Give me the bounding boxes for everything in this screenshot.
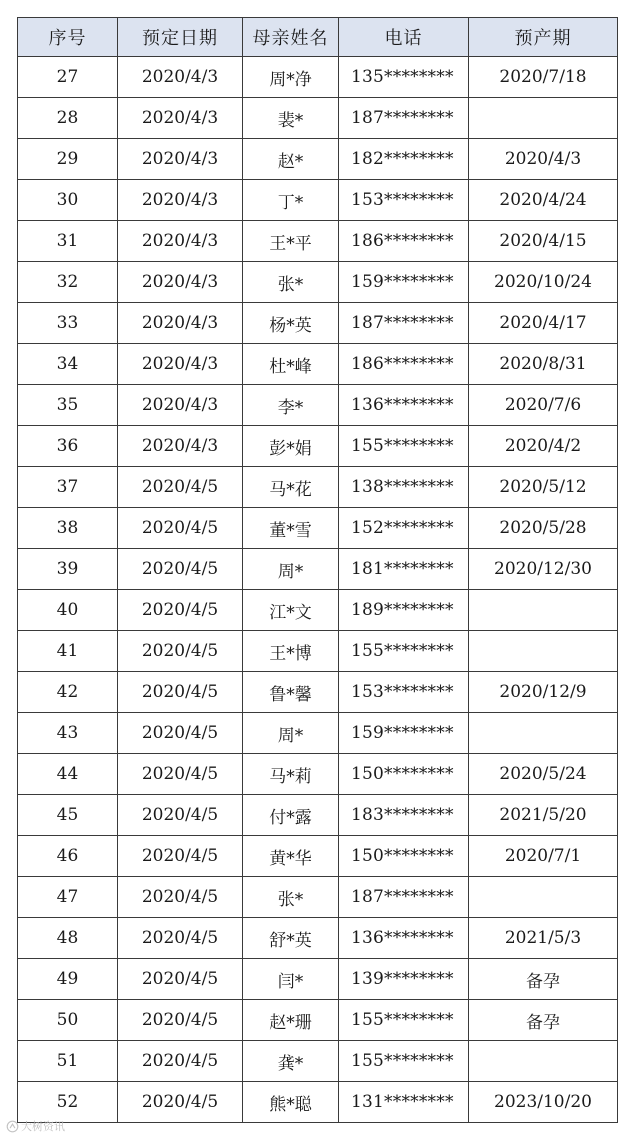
cell-booking-date: 2020/4/5 xyxy=(118,590,243,631)
cell-index: 35 xyxy=(18,385,118,426)
cell-mother-name: 周* xyxy=(243,549,339,590)
cell-booking-date: 2020/4/5 xyxy=(118,1041,243,1082)
cell-due-date: 2020/4/15 xyxy=(469,221,618,262)
table-row xyxy=(18,918,618,959)
table-row xyxy=(18,1082,618,1123)
table-row xyxy=(18,549,618,590)
cell-mother-name: 杨*英 xyxy=(243,303,339,344)
header-booking-date: 预定日期 xyxy=(118,18,243,57)
table-row xyxy=(18,795,618,836)
cell-index: 48 xyxy=(18,918,118,959)
cell-mother-name: 付*露 xyxy=(243,795,339,836)
cell-due-date: 2020/7/6 xyxy=(469,385,618,426)
cell-index: 27 xyxy=(18,57,118,98)
cell-index: 47 xyxy=(18,877,118,918)
cell-due-date xyxy=(469,98,618,139)
table-row xyxy=(18,385,618,426)
table-row xyxy=(18,426,618,467)
cell-mother-name: 熊*聪 xyxy=(243,1082,339,1123)
cell-phone: 150******** xyxy=(339,754,469,795)
cell-booking-date: 2020/4/5 xyxy=(118,877,243,918)
header-phone: 电话 xyxy=(339,18,469,57)
cell-booking-date: 2020/4/3 xyxy=(118,221,243,262)
cell-index: 37 xyxy=(18,467,118,508)
cell-index: 33 xyxy=(18,303,118,344)
cell-index: 41 xyxy=(18,631,118,672)
cell-mother-name: 李* xyxy=(243,385,339,426)
cell-phone: 136******** xyxy=(339,918,469,959)
cell-mother-name: 马*莉 xyxy=(243,754,339,795)
cell-booking-date: 2020/4/5 xyxy=(118,918,243,959)
cell-mother-name: 张* xyxy=(243,877,339,918)
cell-mother-name: 王*平 xyxy=(243,221,339,262)
cell-phone: 186******** xyxy=(339,344,469,385)
cell-due-date: 2020/7/1 xyxy=(469,836,618,877)
cell-due-date xyxy=(469,1041,618,1082)
cell-mother-name: 赵* xyxy=(243,139,339,180)
cell-index: 50 xyxy=(18,1000,118,1041)
header-index: 序号 xyxy=(18,18,118,57)
cell-mother-name: 周*净 xyxy=(243,57,339,98)
booking-table xyxy=(17,17,618,1123)
cell-booking-date: 2020/4/5 xyxy=(118,549,243,590)
cell-booking-date: 2020/4/3 xyxy=(118,303,243,344)
booking-sheet xyxy=(17,17,617,1123)
cell-phone: 153******** xyxy=(339,672,469,713)
cell-booking-date: 2020/4/5 xyxy=(118,467,243,508)
cell-booking-date: 2020/4/5 xyxy=(118,672,243,713)
cell-due-date xyxy=(469,590,618,631)
cell-index: 40 xyxy=(18,590,118,631)
cell-booking-date: 2020/4/3 xyxy=(118,426,243,467)
cell-index: 34 xyxy=(18,344,118,385)
cell-due-date: 2020/8/31 xyxy=(469,344,618,385)
cell-due-date: 2020/4/24 xyxy=(469,180,618,221)
cell-due-date: 2023/10/20 xyxy=(469,1082,618,1123)
cell-phone: 155******** xyxy=(339,1000,469,1041)
cell-due-date: 2020/5/28 xyxy=(469,508,618,549)
cell-phone: 155******** xyxy=(339,1041,469,1082)
cell-booking-date: 2020/4/5 xyxy=(118,631,243,672)
cell-booking-date: 2020/4/5 xyxy=(118,795,243,836)
cell-mother-name: 彭*娟 xyxy=(243,426,339,467)
cell-booking-date: 2020/4/5 xyxy=(118,1082,243,1123)
cell-phone: 155******** xyxy=(339,631,469,672)
cell-mother-name: 杜*峰 xyxy=(243,344,339,385)
header-row xyxy=(18,18,618,57)
cell-phone: 182******** xyxy=(339,139,469,180)
cell-index: 42 xyxy=(18,672,118,713)
table-body xyxy=(18,57,618,1123)
cell-mother-name: 黄*华 xyxy=(243,836,339,877)
watermark xyxy=(6,1118,65,1134)
cell-phone: 153******** xyxy=(339,180,469,221)
cell-mother-name: 龚* xyxy=(243,1041,339,1082)
cell-booking-date: 2020/4/3 xyxy=(118,385,243,426)
cell-due-date: 备孕 xyxy=(469,1000,618,1041)
cell-index: 28 xyxy=(18,98,118,139)
table-row xyxy=(18,98,618,139)
cell-booking-date: 2020/4/5 xyxy=(118,508,243,549)
cell-phone: 186******** xyxy=(339,221,469,262)
cell-booking-date: 2020/4/5 xyxy=(118,959,243,1000)
cell-phone: 131******** xyxy=(339,1082,469,1123)
cell-due-date: 2020/4/3 xyxy=(469,139,618,180)
cell-phone: 150******** xyxy=(339,836,469,877)
cell-booking-date: 2020/4/3 xyxy=(118,139,243,180)
cell-booking-date: 2020/4/5 xyxy=(118,1000,243,1041)
cell-phone: 139******** xyxy=(339,959,469,1000)
cell-phone: 189******** xyxy=(339,590,469,631)
cell-booking-date: 2020/4/3 xyxy=(118,262,243,303)
cell-phone: 181******** xyxy=(339,549,469,590)
cell-index: 29 xyxy=(18,139,118,180)
cell-index: 45 xyxy=(18,795,118,836)
cell-due-date xyxy=(469,631,618,672)
cell-phone: 187******** xyxy=(339,303,469,344)
table-row xyxy=(18,508,618,549)
cell-mother-name: 鲁*馨 xyxy=(243,672,339,713)
cell-index: 30 xyxy=(18,180,118,221)
cell-phone: 136******** xyxy=(339,385,469,426)
table-row xyxy=(18,754,618,795)
cell-booking-date: 2020/4/5 xyxy=(118,754,243,795)
cell-mother-name: 张* xyxy=(243,262,339,303)
cell-due-date: 2021/5/20 xyxy=(469,795,618,836)
table-row xyxy=(18,1000,618,1041)
cell-index: 49 xyxy=(18,959,118,1000)
cell-due-date: 2020/5/24 xyxy=(469,754,618,795)
cell-booking-date: 2020/4/3 xyxy=(118,98,243,139)
cell-phone: 135******** xyxy=(339,57,469,98)
cell-due-date: 2021/5/3 xyxy=(469,918,618,959)
cell-mother-name: 裴* xyxy=(243,98,339,139)
cell-due-date: 2020/4/2 xyxy=(469,426,618,467)
header-due-date: 预产期 xyxy=(469,18,618,57)
cell-index: 39 xyxy=(18,549,118,590)
table-row xyxy=(18,877,618,918)
cell-due-date: 2020/12/9 xyxy=(469,672,618,713)
cell-index: 46 xyxy=(18,836,118,877)
cell-phone: 152******** xyxy=(339,508,469,549)
cell-booking-date: 2020/4/3 xyxy=(118,344,243,385)
header-mother-name: 母亲姓名 xyxy=(243,18,339,57)
table-row xyxy=(18,590,618,631)
table-row xyxy=(18,1041,618,1082)
table-row xyxy=(18,139,618,180)
table-row xyxy=(18,672,618,713)
cell-mother-name: 周* xyxy=(243,713,339,754)
cell-index: 31 xyxy=(18,221,118,262)
cell-index: 51 xyxy=(18,1041,118,1082)
cell-index: 32 xyxy=(18,262,118,303)
cell-mother-name: 闫* xyxy=(243,959,339,1000)
cell-due-date xyxy=(469,877,618,918)
cell-index: 44 xyxy=(18,754,118,795)
cell-due-date: 2020/10/24 xyxy=(469,262,618,303)
cell-due-date: 备孕 xyxy=(469,959,618,1000)
watermark-logo-icon xyxy=(6,1120,19,1133)
table-header xyxy=(18,18,618,57)
table-row xyxy=(18,713,618,754)
cell-booking-date: 2020/4/3 xyxy=(118,57,243,98)
table-row xyxy=(18,631,618,672)
cell-mother-name: 王*博 xyxy=(243,631,339,672)
cell-mother-name: 丁* xyxy=(243,180,339,221)
cell-booking-date: 2020/4/5 xyxy=(118,713,243,754)
cell-phone: 183******** xyxy=(339,795,469,836)
table-row xyxy=(18,180,618,221)
cell-due-date xyxy=(469,713,618,754)
cell-phone: 155******** xyxy=(339,426,469,467)
watermark-text: 大树资讯 xyxy=(21,1120,65,1133)
table-row xyxy=(18,303,618,344)
cell-index: 43 xyxy=(18,713,118,754)
cell-due-date: 2020/12/30 xyxy=(469,549,618,590)
cell-phone: 159******** xyxy=(339,713,469,754)
table-row xyxy=(18,221,618,262)
table-row xyxy=(18,57,618,98)
cell-phone: 187******** xyxy=(339,98,469,139)
table-row xyxy=(18,344,618,385)
cell-index: 36 xyxy=(18,426,118,467)
cell-phone: 138******** xyxy=(339,467,469,508)
cell-booking-date: 2020/4/5 xyxy=(118,836,243,877)
cell-mother-name: 赵*珊 xyxy=(243,1000,339,1041)
cell-due-date: 2020/7/18 xyxy=(469,57,618,98)
cell-mother-name: 江*文 xyxy=(243,590,339,631)
cell-due-date: 2020/5/12 xyxy=(469,467,618,508)
cell-booking-date: 2020/4/3 xyxy=(118,180,243,221)
cell-index: 52 xyxy=(18,1082,118,1123)
cell-due-date: 2020/4/17 xyxy=(469,303,618,344)
table-row xyxy=(18,467,618,508)
cell-mother-name: 董*雪 xyxy=(243,508,339,549)
table-row xyxy=(18,959,618,1000)
cell-index: 38 xyxy=(18,508,118,549)
cell-phone: 159******** xyxy=(339,262,469,303)
cell-mother-name: 马*花 xyxy=(243,467,339,508)
table-row xyxy=(18,262,618,303)
cell-mother-name: 舒*英 xyxy=(243,918,339,959)
table-row xyxy=(18,836,618,877)
cell-phone: 187******** xyxy=(339,877,469,918)
